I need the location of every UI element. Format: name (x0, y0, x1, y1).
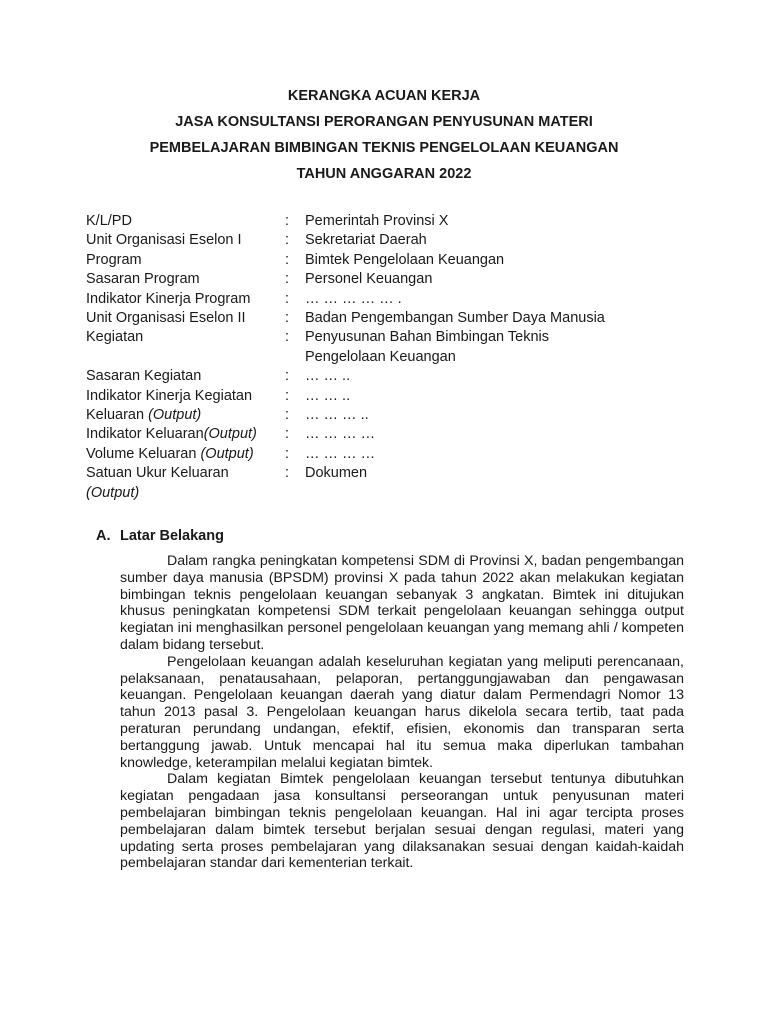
meta-value (305, 328, 706, 367)
meta-label: Indikator Kinerja Program (86, 290, 251, 307)
meta-colon: : (285, 465, 290, 482)
meta-row (86, 270, 706, 289)
meta-row (86, 464, 706, 503)
section-title: Latar Belakang (120, 528, 224, 544)
meta-label: Keluaran (Output) (86, 407, 202, 424)
meta-value: … … .. (305, 387, 351, 404)
meta-row (86, 328, 706, 367)
meta-colon: : (285, 213, 290, 229)
meta-row (86, 425, 706, 444)
paragraph: Dalam rangka peningkatan kompetensi SDM di Provinsi X, badan pengembangan sumber daya manusia (BPSDM) provinsi X pada tahun 2022 akan melakukan kegiatan bimbingan teknis pengelolaan keuangan sebanyak 3 angkatan. Bimtek ini ditujukan khusus peningkatan kompetensi SDM terkait pengelolaan keuangan sehingga output kegiatan ini menghasilkan personel pengelolaan keuangan yang memang ahli / kompeten dalam bidang tersebut. (120, 553, 684, 653)
meta-row (86, 231, 706, 250)
meta-row (86, 406, 706, 425)
paragraph: Pengelolaan keuangan adalah keseluruhan kegiatan yang meliputi perencanaan, pelaksanaan, penatausahaan, pelaporan, pertanggungjawaban dan pengawasan keuangan. Pengelolaan keuangan daerah yang diatur dalam Permendagri Nomor 13 tahun 2013 pasal 3. Pengelolaan keuangan harus dikelola secara tertib, taat pada peraturan perundang undangan, efektif, efisien, ekonomis dan transparan serta bertanggung jawab. Untuk mencapai hal itu semua maka diperlukan tambahan knowledge, keterampilan melalui kegiatan bimtek. (120, 653, 684, 771)
title-line-4: TAHUN ANGGARAN 2022 (296, 166, 472, 182)
title-line-2: JASA KONSULTANSI PERORANGAN PENYUSUNAN MATERI (175, 114, 593, 130)
meta-label: Program (86, 251, 142, 268)
meta-row (86, 212, 706, 231)
meta-value: Personel Keuangan (305, 271, 433, 288)
meta-value: Dokumen (305, 465, 368, 482)
meta-row (86, 387, 706, 406)
meta-row (86, 290, 706, 309)
meta-value: Badan Pengembangan Sumber Daya Manusia (305, 310, 605, 327)
meta-value: Sekretariat Daerah (305, 232, 427, 249)
meta-label: Volume Keluaran (Output) (86, 445, 254, 462)
section-heading (96, 528, 224, 544)
meta-row (86, 445, 706, 464)
meta-value-line: Pengelolaan Keuangan (305, 348, 456, 365)
paragraph: Dalam kegiatan Bimtek pengelolaan keuangan tersebut tentunya dibutuhkan kegiatan pengadaan jasa konsultansi perseorangan untuk penyusunan materi pembelajaran bimbingan teknis pengelolaan keuangan. Hal ini agar tercipta proses pembelajaran dalam bimtek tersebut berjalan sesuai dengan regulasi, materi yang updating serta proses pembelajaran yang dilaksanakan sesuai dengan kaidah-kaidah pembelajaran standar dari kementerian terkait. (120, 771, 684, 872)
meta-value: … … … … (305, 426, 376, 443)
meta-value: … … … .. (305, 407, 369, 424)
meta-colon: : (285, 407, 290, 424)
document-title-block (0, 86, 768, 190)
title-line-1: KERANGKA ACUAN KERJA (287, 88, 481, 104)
meta-colon: : (285, 387, 290, 404)
meta-label: Unit Organisasi Eselon II (86, 310, 246, 327)
meta-label: Kegiatan (86, 329, 144, 346)
title-line-3: PEMBELAJARAN BIMBINGAN TEKNIS PENGELOLAAN KEUANGAN (149, 140, 619, 156)
meta-value: … … … … … . (305, 290, 402, 307)
meta-label: Satuan Ukur Keluaran (Output) (86, 465, 229, 501)
meta-value: … … … … (305, 445, 376, 462)
meta-row (86, 251, 706, 270)
meta-value: Bimtek Pengelolaan Keuangan (305, 251, 505, 268)
metadata-table (86, 212, 706, 503)
meta-label: K/L/PD (86, 213, 132, 229)
meta-label: Indikator Keluaran(Output) (86, 426, 257, 443)
meta-colon: : (285, 310, 290, 327)
meta-value: Pemerintah Provinsi X (305, 213, 449, 229)
meta-value: … … .. (305, 368, 351, 385)
meta-row (86, 367, 706, 386)
meta-label: Sasaran Kegiatan (86, 368, 202, 385)
meta-colon: : (285, 271, 290, 288)
meta-colon: : (285, 251, 290, 268)
meta-label: Sasaran Program (86, 271, 200, 288)
section-letter: A. (96, 528, 111, 544)
meta-label: Indikator Kinerja Kegiatan (86, 387, 253, 404)
meta-value-line: Penyusunan Bahan Bimbingan Teknis (305, 329, 549, 346)
meta-label: Unit Organisasi Eselon I (86, 232, 242, 249)
meta-colon: : (285, 232, 290, 249)
meta-colon: : (285, 426, 290, 443)
meta-colon: : (285, 329, 290, 346)
meta-colon: : (285, 368, 290, 385)
section-body (120, 553, 684, 872)
meta-colon: : (285, 445, 290, 462)
meta-row (86, 309, 706, 328)
meta-colon: : (285, 290, 290, 307)
